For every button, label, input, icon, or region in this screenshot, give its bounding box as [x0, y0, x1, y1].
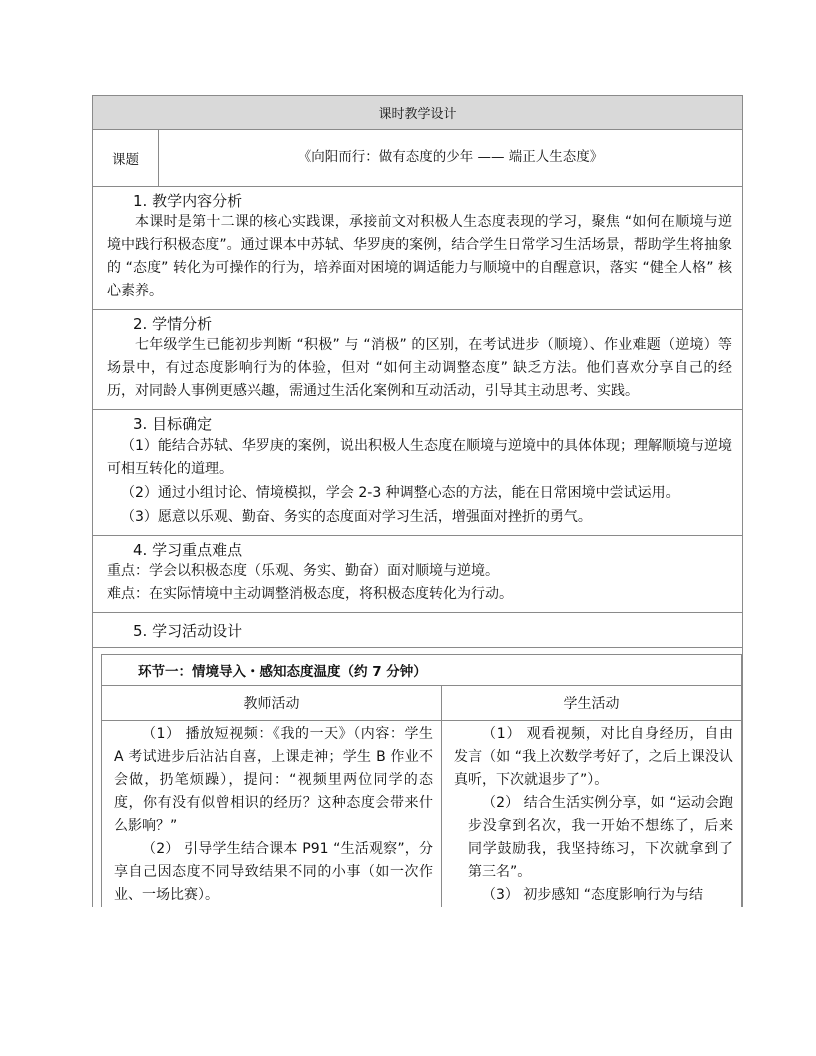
phase-title: 环节一：情境导入・感知态度温度（约 7 分钟） — [102, 655, 742, 686]
topic-value: 《向阳而行：做有态度的少年 —— 端正人生态度》 — [159, 130, 743, 187]
student-activity-header: 学生活动 — [442, 686, 742, 721]
section-heading: 3. 目标确定 — [133, 415, 213, 433]
difficulty-point: 难点：在实际情境中主动调整消极态度，将积极态度转化为行动。 — [107, 586, 513, 602]
activity-table — [101, 654, 742, 907]
student-step: （1） 观看视频，对比自身经历，自由发言（如 “我上次数学考好了，之后上课没认真听，下次就退步了”）。 — [454, 726, 733, 788]
teacher-activity-header: 教师活动 — [102, 686, 442, 721]
student-activity-cell — [442, 721, 742, 908]
goal-item: （3）愿意以乐观、勤奋、务实的态度面对学习生活，增强面对挫折的勇气。 — [121, 509, 592, 525]
goal-item: （2）通过小组讨论、情境模拟，学会 2-3 种调整心态的方法，能在日常困境中尝试运用。 — [121, 485, 680, 501]
topic-label: 课题 — [93, 130, 159, 187]
section-heading: 1. 教学内容分析 — [133, 192, 243, 210]
section-student-analysis — [93, 310, 743, 410]
lesson-design-table — [92, 95, 743, 907]
section-text: 本课时是第十二课的核心实践课，承接前文对积极人生态度表现的学习，聚焦 “如何在顺境与逆境中践行积极态度”。通过课本中苏轼、华罗庚的案例，结合学生日常学习生活场景，帮助学生将抽象的 “态度” 转化为可操作的行为，培养面对困境的调适能力与顺境中的自醒意识，落实 “健全人格” 核心素养。 — [107, 214, 732, 299]
section-heading: 4. 学习重点难点 — [133, 541, 243, 559]
focus-point: 重点：学会以积极态度（乐观、务实、勤奋）面对顺境与逆境。 — [107, 563, 499, 579]
teacher-step: （2） 引导学生结合课本 P91 “生活观察”，分享自己因态度不同导致结果不同的小事（如一次作业、一场比赛）。 — [114, 841, 433, 903]
section-activities — [93, 613, 743, 648]
section-content-analysis — [93, 187, 743, 310]
section-goals — [93, 410, 743, 536]
student-step: （3） 初步感知 “态度影响行为与结 — [482, 887, 704, 903]
teacher-step: （1） 播放短视频：《我的一天》（内容：学生 A 考试进步后沾沾自喜，上课走神；学生 B 作业不会做，扔笔烦躁），提问：“视频里两位同学的态度，你有没有似曾相识的经历？这种态度会带来什么影响？” — [114, 726, 433, 834]
document-title: 课时教学设计 — [93, 96, 743, 130]
goal-item: （1）能结合苏轼、华罗庚的案例，说出积极人生态度在顺境与逆境中的具体体现；理解顺境与逆境可相互转化的道理。 — [107, 438, 732, 477]
student-step: （2） 结合生活实例分享，如 “运动会跑步没拿到名次，我一开始不想练了，后来同学鼓励我，我坚持练习，下次就拿到了第三名”。 — [468, 795, 733, 880]
section-key-points — [93, 536, 743, 613]
lesson-design-document — [92, 95, 743, 907]
section-heading: 2. 学情分析 — [133, 315, 213, 333]
section-heading: 5. 学习活动设计 — [133, 622, 243, 640]
section-text: 七年级学生已能初步判断 “积极” 与 “消极” 的区别，在考试进步（顺境）、作业难题（逆境）等场景中，有过态度影响行为的体验，但对 “如何主动调整态度” 缺乏方法。他们喜欢分享自己的经历，对同龄人事例更感兴趣，需通过生活化案例和互动活动，引导其主动思考、实践。 — [107, 337, 732, 399]
activities-container — [93, 648, 743, 908]
teacher-activity-cell — [102, 721, 442, 908]
